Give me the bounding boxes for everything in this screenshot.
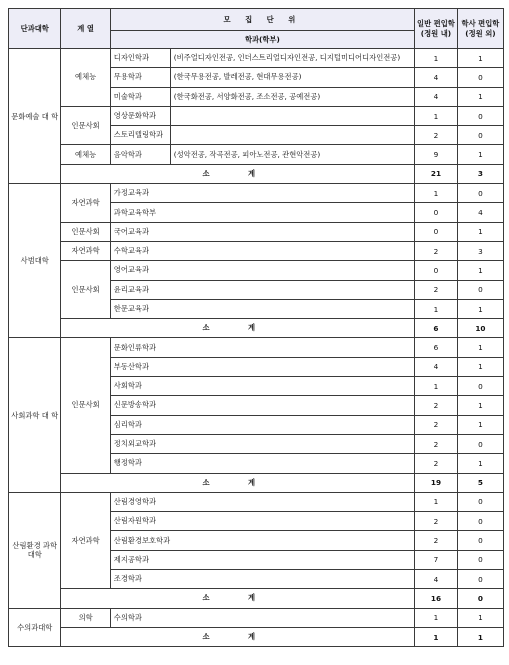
- bachelor-count: 0: [457, 377, 503, 396]
- dept-name: 수학교육과: [110, 241, 414, 260]
- dept-name: 영어교육과: [110, 261, 414, 280]
- general-sublabel: (정원 내): [420, 28, 452, 38]
- header-row: [9, 9, 504, 31]
- table-row: [9, 608, 504, 627]
- dept-name: 가정교육과: [110, 184, 414, 203]
- bachelor-count: 0: [457, 184, 503, 203]
- general-count: 4: [415, 570, 458, 589]
- dept-name: 부동산학과: [110, 357, 414, 376]
- general-count: 4: [415, 357, 458, 376]
- field-name: 인문사회: [61, 106, 110, 145]
- table-row: [9, 184, 504, 203]
- dept-name: 문화인류학과: [110, 338, 414, 357]
- dept-tracks: [170, 106, 414, 125]
- dept-name: 신문방송학과: [110, 396, 414, 415]
- col-header-college: 단과대학: [9, 9, 61, 49]
- col-header-general: [415, 9, 458, 49]
- table-row: [9, 241, 504, 260]
- bachelor-count: 0: [457, 280, 503, 299]
- dept-name: 미술학과: [110, 87, 170, 106]
- bachelor-count: 1: [457, 454, 503, 473]
- field-name: 예체능: [61, 49, 110, 107]
- table-row: [9, 145, 504, 164]
- field-name: 인문사회: [61, 261, 110, 319]
- general-count: 1: [415, 184, 458, 203]
- subtotal-general: 19: [415, 473, 458, 492]
- general-count: 9: [415, 145, 458, 164]
- col-header-bachelor: [457, 9, 503, 49]
- bachelor-count: 3: [457, 241, 503, 260]
- dept-name: 사회학과: [110, 377, 414, 396]
- dept-name: 산림경영학과: [110, 492, 414, 511]
- bachelor-count: 0: [457, 126, 503, 145]
- subtotal-bachelor: 1: [457, 627, 503, 646]
- bachelor-count: 0: [457, 570, 503, 589]
- col-header-unit: 모 집 단 위: [110, 9, 414, 31]
- field-name: 예체능: [61, 145, 110, 164]
- col-header-field: 계 열: [61, 9, 110, 49]
- general-count: 4: [415, 68, 458, 87]
- dept-name: 윤리교육과: [110, 280, 414, 299]
- dept-name: 행정학과: [110, 454, 414, 473]
- dept-name: 정치외교학과: [110, 434, 414, 453]
- bachelor-count: 0: [457, 531, 503, 550]
- subtotal-general: 1: [415, 627, 458, 646]
- general-count: 2: [415, 280, 458, 299]
- college-name: 산림환경 과학대학: [9, 492, 61, 608]
- subtotal-general: 21: [415, 164, 458, 183]
- dept-name: 음악학과: [110, 145, 170, 164]
- bachelor-count: 0: [457, 106, 503, 125]
- dept-name: 수의학과: [110, 608, 414, 627]
- general-count: 1: [415, 106, 458, 125]
- general-count: 2: [415, 241, 458, 260]
- subtotal-bachelor: 3: [457, 164, 503, 183]
- dept-tracks: [170, 126, 414, 145]
- subtotal-bachelor: 5: [457, 473, 503, 492]
- bachelor-count: 1: [457, 145, 503, 164]
- dept-name: 무용학과: [110, 68, 170, 87]
- subtotal-bachelor: 0: [457, 589, 503, 608]
- subtotal-label: 소 계: [61, 164, 415, 183]
- dept-tracks: (성악전공, 작곡전공, 피아노전공, 관현악전공): [170, 145, 414, 164]
- general-count: 6: [415, 338, 458, 357]
- subtotal-general: 16: [415, 589, 458, 608]
- dept-name: 조경학과: [110, 570, 414, 589]
- dept-name: 한문교육과: [110, 299, 414, 318]
- table-row: [9, 106, 504, 125]
- bachelor-count: 1: [457, 608, 503, 627]
- dept-tracks: (한국무용전공, 발레전공, 현대무용전공): [170, 68, 414, 87]
- dept-name: 과학교육학부: [110, 203, 414, 222]
- field-name: 인문사회: [61, 338, 110, 473]
- bachelor-count: 1: [457, 222, 503, 241]
- table-row: [9, 492, 504, 511]
- bachelor-count: 0: [457, 550, 503, 569]
- dept-name: 영상문화학과: [110, 106, 170, 125]
- general-label: 일반 편입학: [417, 18, 455, 28]
- subtotal-label: 소 계: [61, 589, 415, 608]
- bachelor-count: 0: [457, 492, 503, 511]
- general-count: 2: [415, 415, 458, 434]
- college-name: 수의과대학: [9, 608, 61, 647]
- subtotal-row: [9, 164, 504, 183]
- dept-name: 제지공학과: [110, 550, 414, 569]
- bachelor-count: 1: [457, 87, 503, 106]
- table-row: [9, 261, 504, 280]
- bachelor-count: 0: [457, 68, 503, 87]
- general-count: 1: [415, 608, 458, 627]
- subtotal-general: 6: [415, 319, 458, 338]
- field-name: 인문사회: [61, 222, 110, 241]
- general-count: 4: [415, 87, 458, 106]
- bachelor-count: 1: [457, 338, 503, 357]
- col-header-dept: 학과(학부): [110, 31, 414, 49]
- college-name: 사범대학: [9, 184, 61, 338]
- admission-quota-table: [8, 8, 504, 647]
- subtotal-label: 소 계: [61, 319, 415, 338]
- dept-name: 국어교육과: [110, 222, 414, 241]
- college-name: 문화예술 대 학: [9, 49, 61, 184]
- field-name: 자연과학: [61, 492, 110, 588]
- general-count: 1: [415, 299, 458, 318]
- dept-tracks: (비주얼디자인전공, 인더스트리얼디자인전공, 디지털미디어디자인전공): [170, 49, 414, 68]
- bachelor-count: 1: [457, 415, 503, 434]
- general-count: 7: [415, 550, 458, 569]
- field-name: 의학: [61, 608, 110, 627]
- bachelor-count: 0: [457, 512, 503, 531]
- table-row: [9, 222, 504, 241]
- general-count: 2: [415, 512, 458, 531]
- dept-name: 산림환경보호학과: [110, 531, 414, 550]
- bachelor-count: 1: [457, 357, 503, 376]
- field-name: 자연과학: [61, 241, 110, 260]
- general-count: 1: [415, 492, 458, 511]
- bachelor-count: 0: [457, 434, 503, 453]
- general-count: 1: [415, 377, 458, 396]
- dept-name: 심리학과: [110, 415, 414, 434]
- dept-name: 디자인학과: [110, 49, 170, 68]
- general-count: 2: [415, 434, 458, 453]
- bachelor-count: 1: [457, 49, 503, 68]
- bachelor-count: 1: [457, 299, 503, 318]
- field-name: 자연과학: [61, 184, 110, 223]
- dept-name: 산림자원학과: [110, 512, 414, 531]
- general-count: 1: [415, 49, 458, 68]
- general-count: 2: [415, 396, 458, 415]
- dept-name: 스토리텔링학과: [110, 126, 170, 145]
- table-row: [9, 338, 504, 357]
- dept-tracks: (한국화전공, 서양화전공, 조소전공, 공예전공): [170, 87, 414, 106]
- subtotal-label: 소 계: [61, 627, 415, 646]
- subtotal-bachelor: 10: [457, 319, 503, 338]
- college-name: 사회과학 대 학: [9, 338, 61, 492]
- general-count: 0: [415, 261, 458, 280]
- general-count: 2: [415, 454, 458, 473]
- subtotal-row: [9, 473, 504, 492]
- general-count: 2: [415, 531, 458, 550]
- bachelor-label: 학사 편입학: [461, 18, 500, 28]
- general-count: 0: [415, 203, 458, 222]
- table-row: [9, 49, 504, 68]
- bachelor-count: 1: [457, 396, 503, 415]
- subtotal-row: [9, 589, 504, 608]
- subtotal-row: [9, 627, 504, 646]
- bachelor-count: 4: [457, 203, 503, 222]
- general-count: 0: [415, 222, 458, 241]
- general-count: 2: [415, 126, 458, 145]
- bachelor-count: 1: [457, 261, 503, 280]
- subtotal-row: [9, 319, 504, 338]
- bachelor-sublabel: (정원 외): [465, 28, 496, 38]
- subtotal-label: 소 계: [61, 473, 415, 492]
